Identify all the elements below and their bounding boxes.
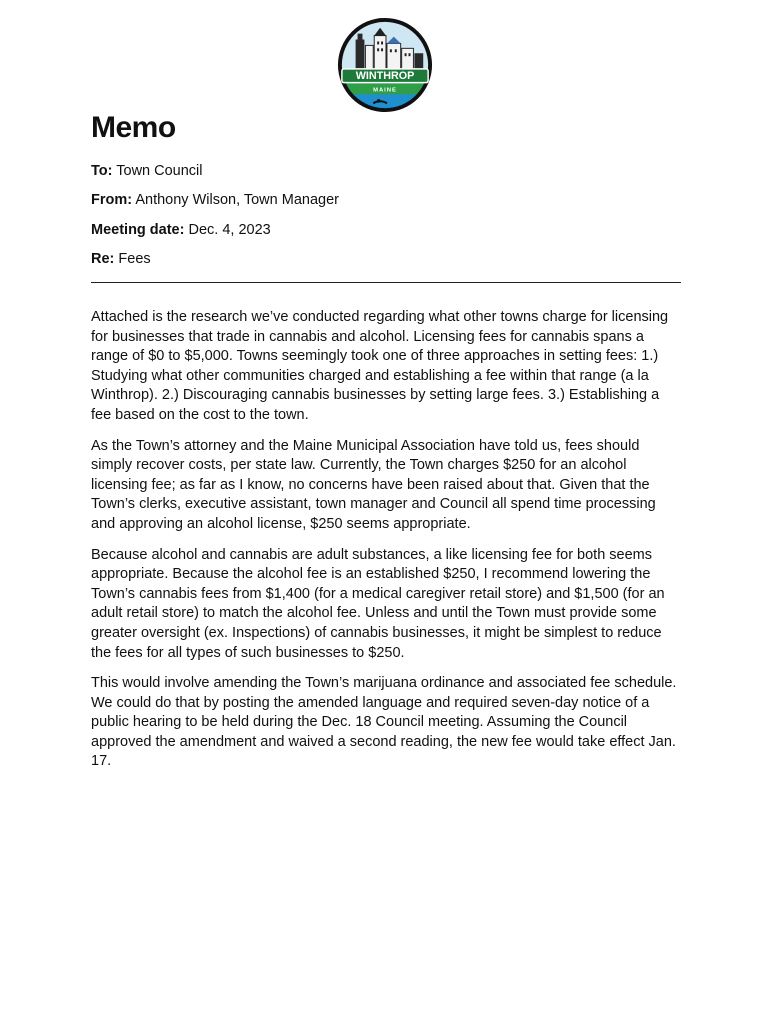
meta-meeting-date bbox=[91, 221, 271, 239]
to-label: To: bbox=[91, 163, 113, 179]
logo-text-maine: MAINE bbox=[373, 87, 397, 94]
meta-re bbox=[91, 250, 151, 268]
to-value: Town Council bbox=[116, 163, 203, 179]
meeting-date-label: Meeting date: bbox=[91, 222, 185, 238]
body-paragraph: Attached is the research we’ve conducted regarding what other towns charge for licensing for businesses that trade in cannabis and alcohol. Licensing fees for cannabis spans a range of $0 to $5,000. Towns seemingly took one of three approaches in setting fees: 1.) Studying what other communities charged and establishing a fee within that range (a la Winthrop). 2.) Discouraging cannabis businesses by setting large fees. 3.) Establishing a fee based on the cost to the town. bbox=[91, 309, 669, 423]
logo-text-winthrop: WINTHROP bbox=[355, 70, 415, 83]
memo-body bbox=[91, 308, 681, 783]
winthrop-town-seal-logo bbox=[336, 16, 434, 114]
body-paragraph: Because alcohol and cannabis are adult substances, a like licensing fee for both seems appropriate. Because the alcohol fee is an established $250, I recommend lowering the Town’s cannabis fees from $1,400 (for a medical caregiver retail store) and $1,500 (for an adult retail store) to match the alcohol fee. Unless and until the Town must provide some greater oversight (ex. Inspections) of cannabis businesses, it might be simplest to reduce the fees for all types of such businesses to $250. bbox=[91, 546, 665, 661]
body-paragraph: As the Town’s attorney and the Maine Municipal Association have told us, fees should simply recover costs, per state law. Currently, the Town charges $250 for an alcohol licensing fee; as far as I know, no concerns have been raised about that. Given that the Town’s clerks, executive assistant, town manager and Council all spend time processing and approving an alcohol license, $250 seems appropriate. bbox=[91, 437, 656, 532]
meta-from bbox=[91, 191, 339, 209]
from-label: From: bbox=[91, 192, 133, 208]
meeting-date-value: Dec. 4, 2023 bbox=[188, 222, 271, 238]
re-label: Re: bbox=[91, 251, 115, 267]
body-paragraph: This would involve amending the Town’s marijuana ordinance and associated fee schedule. We could do that by posting the amended language and required seven-day notice of a public hearing to be held during the Dec. 18 Council meeting. Assuming the Council approved the amendment and waived a second reading, the new fee would take effect Jan. 17. bbox=[91, 675, 677, 770]
from-value: Anthony Wilson, Town Manager bbox=[135, 192, 339, 208]
memo-title: Memo bbox=[91, 111, 176, 144]
re-value: Fees bbox=[118, 251, 151, 267]
header-divider bbox=[91, 282, 681, 283]
meta-to bbox=[91, 162, 203, 180]
